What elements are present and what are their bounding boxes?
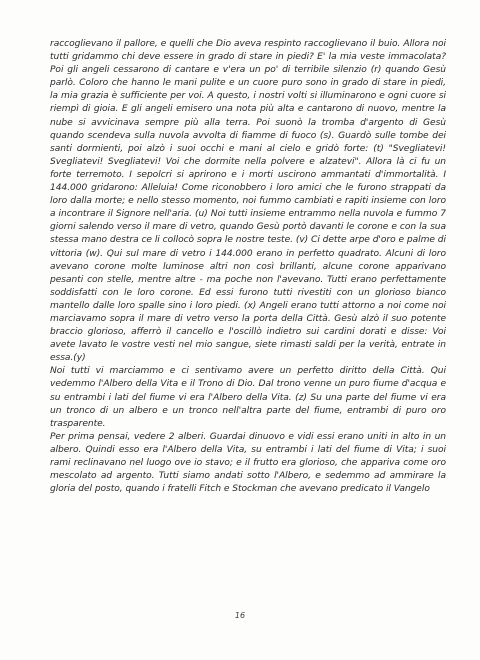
page-number: 16 bbox=[234, 611, 246, 620]
paragraph-3: Per prima pensai, vedere 2 alberi. Guardai dinuovo e vidi essi erano uniti in alto in un albero. Quindi esso era l'Albero della Vita, su entrambi i lati del fiume di Vita; i suoi rami reclinavano nel luogo ove io stavo; e il frutto era glorioso, che appariva come oro mescolato ad argento. Tutti siamo andati sotto l'Albero, e sedemmo ad ammirare la gloria del posto, quando i fratelli Fitch e Stockman che avevano predicato il Vangelo bbox=[50, 431, 446, 495]
body-text bbox=[50, 38, 446, 496]
paragraph-1: raccoglievano il pallore, e quelli che Dio aveva respinto raccoglievano il buio. Allora noi tutti gridammo chi deve essere in grado di stare in piedi? E' la mia veste immacolata? Poi gli angeli cessarono di cantare e v'era un po' di terribile silenzio (r) quando Gesù parlò. Coloro che hanno le mani pulite e un cuore puro sono in grado di stare in piedi, la mia grazia è sufficiente per voi. A questo, i nostri volti si illuminarono e ogni cuore si riempì di gioia. E gli angeli emisero una nota più alta e cantarono di nuovo, mentre la nube si avvicinava sempre più alla terra. Poi suonò la tromba d'argento di Gesù quando scendeva sulla nuvola avvolta di fiamme di fuoco (s). Guardò sulle tombe dei santi dormienti, poi alzò i suoi occhi e mani al cielo e gridò forte: (t) "Svegliatevi! Svegliatevi! Svegliatevi! Voi che dormite nella polvere e alzatevi". Allora là ci fu un forte terremoto. I sepolcri si aprirono e i morti uscirono ammantati d'immortalità. I 144.000 gridarono: Alleluia! Come riconobbero i loro amici che le furono strappati da loro dalla morte; e nello stesso momento, noi fummo cambiati e rapiti insieme con loro a incontrare il Signore nell'aria. (u) Noi tutti insieme entrammo nella nuvola e fummo 7 giorni salendo verso il mare di vetro, quando Gesù portò davanti le corone e con la sua stessa mano destra ce li collocò sopra le nostre teste. (v) Ci dette arpe d'oro e palme di vittoria (w). Qui sul mare di vetro i 144.000 erano in perfetto quadrato. Alcuni di loro avevano corone molte luminose altri non così brillanti, alcune corone apparivano pesanti con stelle, mentre altre - ma poche non l'avevano. Tutti erano perfettamente soddisfatti con le loro corone. Ed essi furono tutti rivestiti con un glorioso bianco mantello dalle loro spalle sino i loro piedi. (x) Angeli erano tutti attorno a noi come noi marciavamo sopra il mare di vetro verso la porta della Città. Gesù alzò il suo potente braccio glorioso, afferrò il cancello e l'oscillò indietro sui cardini dorati e disse: Voi avete lavato le vostre vesti nel mio sangue, siete rimasti saldi per la verità, entrate in essa.(y) bbox=[50, 39, 446, 364]
paragraph-2: Noi tutti vi marciammo e ci sentivamo avere un perfetto diritto della Città. Qui vedemmo l'Albero della Vita e il Trono di Dio. Dal trono venne un puro fiume d'acqua e su entrambi i lati del fiume vi era l'Albero della Vita. (z) Su una parte del fiume vi era un tronco di un albero e un tronco nell'altra parte del fiume, entrambi di puro oro trasparente. bbox=[50, 366, 446, 429]
